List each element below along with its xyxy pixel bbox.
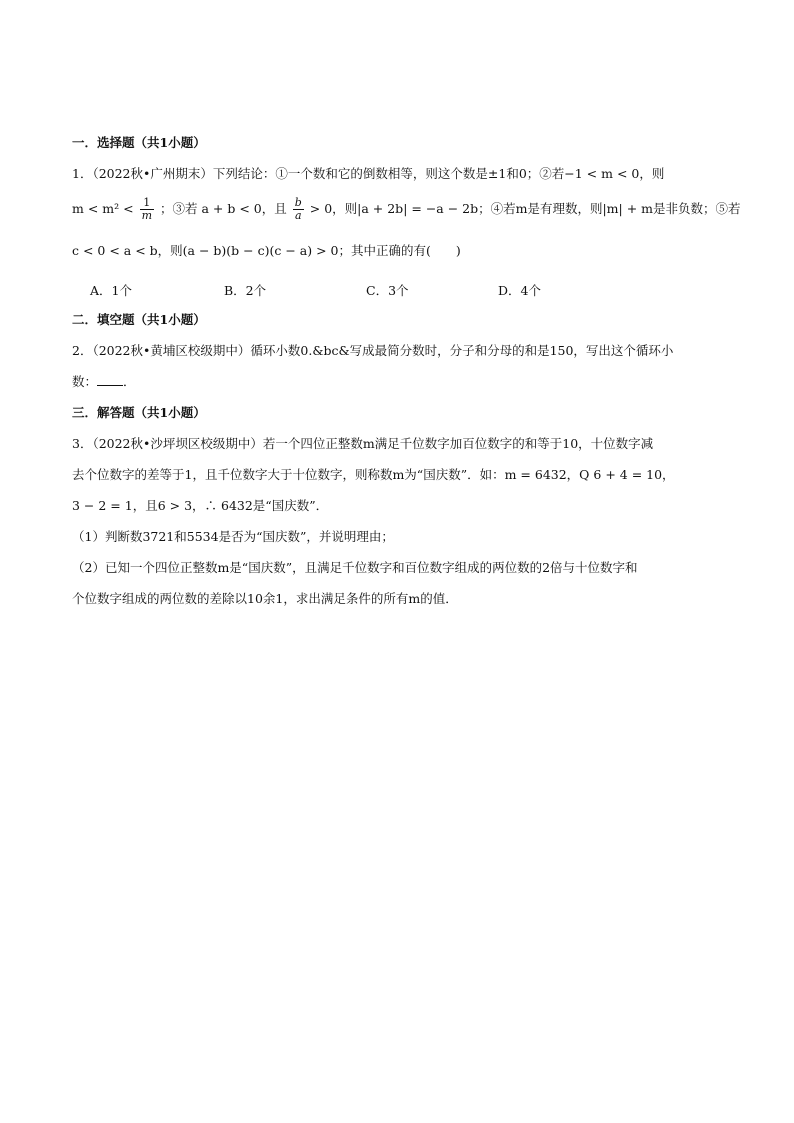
fraction-numerator: 1: [140, 197, 154, 210]
fraction-b-over-a: [293, 197, 304, 222]
question-1-line-2-c: > 0，则|a + 2b| = −a − 2b；④若m是有理数，则|m| + m是非负数；⑤若: [309, 201, 741, 216]
question-3-line-3: 3 − 2 = 1，且6 > 3，∴ 6432是“国庆数”．: [72, 498, 329, 513]
question-1-line-2: [72, 197, 741, 222]
question-3-part-2-line-1: （2）已知一个四位正整数m是“国庆数”，且满足千位数字和百位数字组成的两位数的2倍与十位数字和: [72, 560, 638, 575]
question-1-line-1: 1．（2022秋•广州期末）下列结论：①一个数和它的倒数相等，则这个数是±1和0；②若−1 < m < 0，则: [72, 166, 665, 181]
question-1-line-2-b: ；③若 a + b < 0，且: [160, 201, 287, 216]
section-heading-choice: 一．选择题（共1小题）: [72, 135, 206, 150]
option-c: C．3个: [366, 283, 409, 298]
question-3-part-1: （1）判断数3721和5534是否为“国庆数”，并说明理由；: [72, 529, 394, 544]
question-1-line-3: c < 0 < a < b，则(a − b)(b − c)(c − a) > 0；其中正确的有( ): [72, 243, 461, 258]
fraction-denominator: a: [294, 209, 302, 222]
question-2-prefix: 数：: [72, 374, 98, 389]
question-1-line-2-a: m < m² <: [72, 201, 134, 216]
question-3-line-1: 3．（2022秋•沙坪坝区校级期中）若一个四位正整数m满足千位数字加百位数字的和等于10，十位数字减: [72, 436, 654, 451]
question-2-line-1: 2．（2022秋•黄埔区校级期中）循环小数0.&bc&写成最简分数时，分子和分母的和是150，写出这个循环小: [72, 343, 674, 358]
section-heading-fill: 二．填空题（共1小题）: [72, 312, 206, 327]
answer-blank: [97, 373, 123, 386]
section-heading-solve: 三．解答题（共1小题）: [72, 405, 206, 420]
option-b: B．2个: [224, 283, 267, 298]
question-2-line-2: [72, 373, 136, 391]
fraction-numerator: b: [294, 196, 302, 209]
fraction-denominator: m: [141, 209, 153, 222]
fraction-one-over-m: [140, 197, 154, 222]
question-2-suffix: ．: [123, 374, 136, 389]
option-d: D．4个: [498, 283, 541, 298]
question-3-part-2-line-2: 个位数字组成的两位数的差除以10余1，求出满足条件的所有m的值．: [72, 591, 458, 606]
question-3-line-2: 去个位数字的差等于1，且千位数字大于十位数字，则称数m为“国庆数”．如：m = 6432，Q 6 + 4 = 10，: [72, 467, 675, 482]
option-a: A．1个: [90, 283, 132, 298]
